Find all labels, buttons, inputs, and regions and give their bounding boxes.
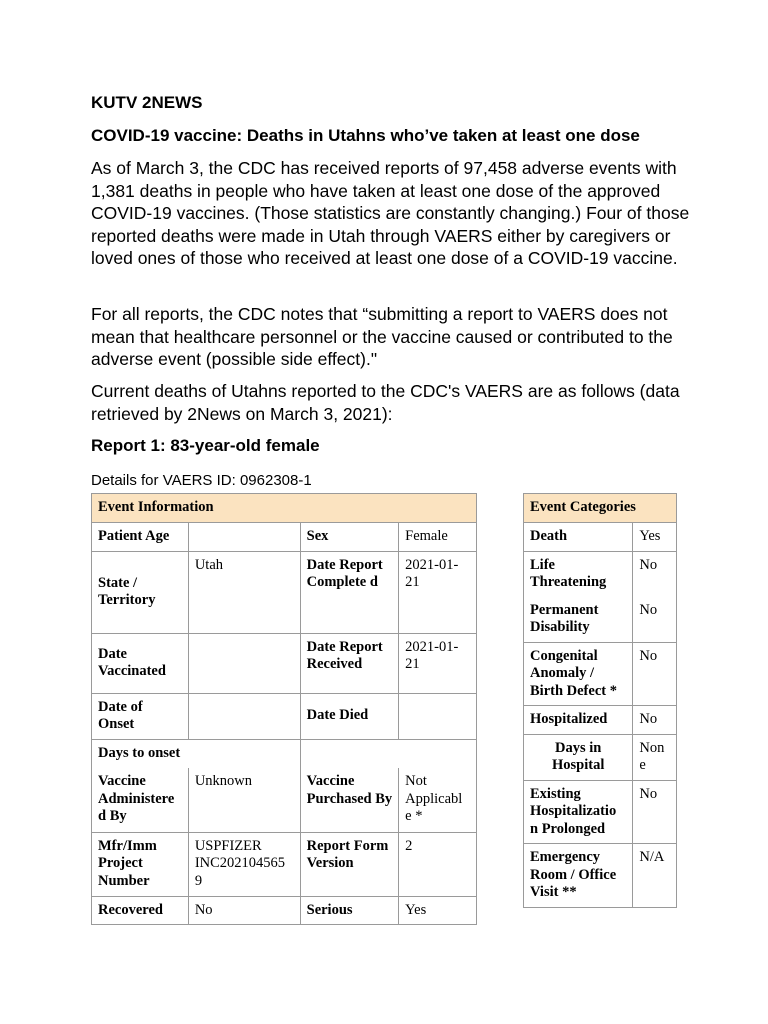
paragraph-cdc-note: For all reports, the CDC notes that “submitting a report to VAERS does not mean that healthcare personnel or the vaccine caused or contributed to the adverse event (possible side effect)." xyxy=(91,304,673,369)
sex-label: Sex xyxy=(300,522,399,551)
date-of-onset-value xyxy=(188,693,300,739)
mfr-project-number-value: USPFIZER INC202104565 9 xyxy=(188,832,300,896)
event-information-header: Event Information xyxy=(92,494,477,523)
event-categories-header: Event Categories xyxy=(524,494,677,523)
state-value: Utah xyxy=(188,551,300,633)
report-heading: Report 1: 83-year-old female xyxy=(91,436,320,455)
paragraph-intro: As of March 3, the CDC has received reports of 97,458 adverse events with 1,381 deaths in people who have taken at least one dose of the approved COVID-19 vaccines. (Those statistics are constantly changing.) Four of those reported deaths were made in Utah through VAERS either by caregivers or loved ones of those who received at least one dose of a COVID-19 vaccine. xyxy=(91,158,690,268)
date-died-label: Date Died xyxy=(300,693,399,739)
details-prefix: Details for xyxy=(91,472,163,489)
recovered-label: Recovered xyxy=(92,896,189,925)
event-categories-table xyxy=(523,493,677,908)
category-death-value: Yes xyxy=(633,522,677,551)
details-vaers: VAERS ID: xyxy=(162,472,240,489)
date-report-completed-value: 2021-01-21 xyxy=(399,551,477,633)
report-form-version-label: Report Form Version xyxy=(300,832,399,896)
patient-age-label: Patient Age xyxy=(92,522,189,551)
article-title: COVID-19 vaccine: Deaths in Utahns who’ve taken at least one dose xyxy=(91,126,640,145)
category-days-in-hospital-label: Days in Hospital xyxy=(524,734,633,780)
category-congenital-anomaly-label: Congenital Anomaly / Birth Defect * xyxy=(524,642,633,706)
days-to-onset-label: Days to onset xyxy=(92,739,301,768)
category-existing-hospitalization-value: No xyxy=(633,780,677,844)
vaccine-administered-by-label: Vaccine Administere d By xyxy=(92,768,189,832)
category-days-in-hospital-value: Non e xyxy=(633,734,677,780)
station-name: KUTV 2NEWS xyxy=(91,93,203,112)
paragraph-current-deaths: Current deaths of Utahns reported to the CDC's VAERS are as follows (data retrieved by 2News on March 3, 2021): xyxy=(91,381,680,424)
vaccine-purchased-by-label: Vaccine Purchased By xyxy=(300,768,399,832)
category-death-label: Death xyxy=(524,522,633,551)
date-report-received-label: Date Report Received xyxy=(300,633,399,693)
details-id: 0962308-1 xyxy=(239,472,312,489)
sex-value: Female xyxy=(399,522,477,551)
mfr-project-number-label: Mfr/Imm Project Number xyxy=(92,832,189,896)
category-congenital-anomaly-value: No xyxy=(633,642,677,706)
state-label: State / Territory xyxy=(92,551,189,633)
category-permanent-disability-label: Permanent Disability xyxy=(524,597,633,643)
details-line xyxy=(91,472,312,489)
event-information-table xyxy=(91,493,477,925)
date-vaccinated-value xyxy=(188,633,300,693)
date-report-received-value: 2021-01-21 xyxy=(399,633,477,693)
category-existing-hospitalization-label: Existing Hospitalizatio n Prolonged xyxy=(524,780,633,844)
vaccine-purchased-by-value: Not Applicabl e * xyxy=(399,768,477,832)
category-hospitalized-label: Hospitalized xyxy=(524,706,633,735)
serious-value: Yes xyxy=(399,896,477,925)
date-of-onset-label: Date of Onset xyxy=(92,693,189,739)
category-permanent-disability-value: No xyxy=(633,597,677,643)
date-vaccinated-label: Date Vaccinated xyxy=(92,633,189,693)
patient-age-value xyxy=(188,522,300,551)
date-report-completed-label: Date Report Complete d xyxy=(300,551,399,633)
report-form-version-value: 2 xyxy=(399,832,477,896)
category-life-threatening-label: Life Threatening xyxy=(524,551,633,597)
category-emergency-room-label: Emergency Room / Office Visit ** xyxy=(524,844,633,908)
vaccine-administered-by-value: Unknown xyxy=(188,768,300,832)
date-died-value xyxy=(399,693,477,739)
recovered-value: No xyxy=(188,896,300,925)
category-emergency-room-value: N/A xyxy=(633,844,677,908)
category-life-threatening-value: No xyxy=(633,551,677,597)
category-hospitalized-value: No xyxy=(633,706,677,735)
serious-label: Serious xyxy=(300,896,399,925)
